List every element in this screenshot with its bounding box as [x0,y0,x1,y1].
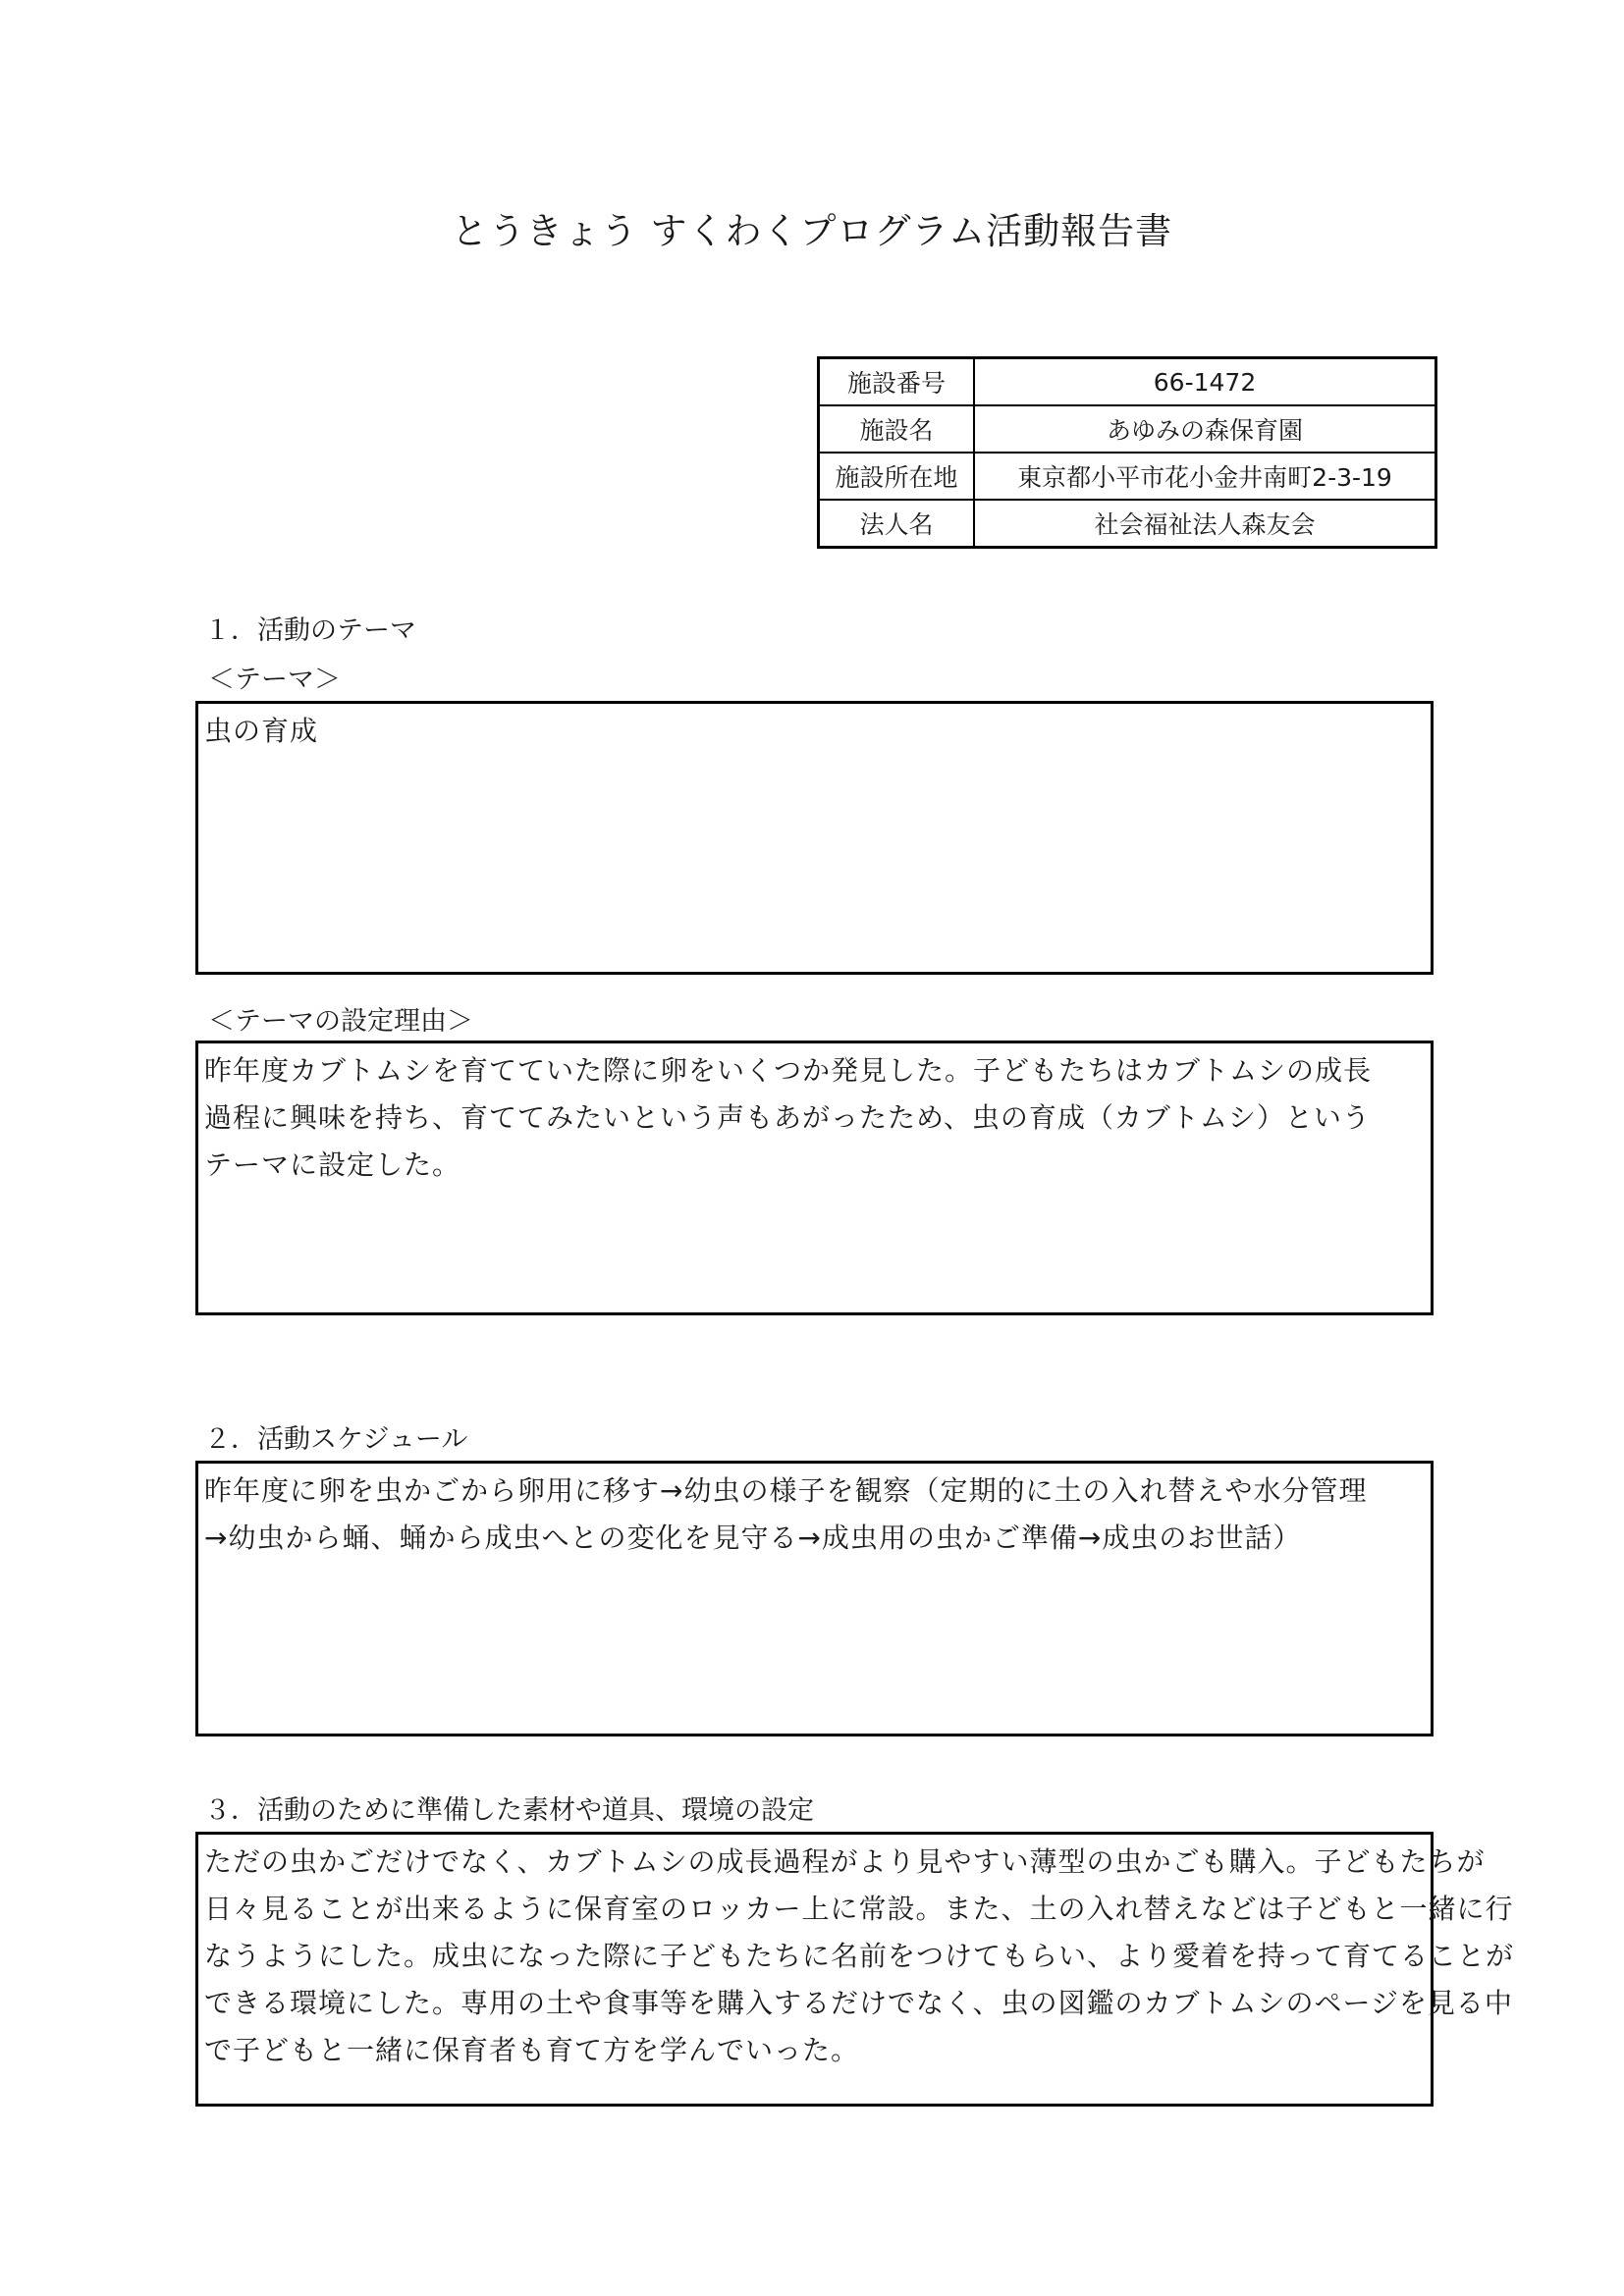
facility-info-table [817,356,1437,549]
schedule-line: →幼虫から蛹、蛹から成虫へとの変化を見守る→成虫用の虫かご準備→成虫のお世話） [204,1522,1302,1554]
materials-line: 日々見ることが出来るように保育室のロッカー上に常設。また、土の入れ替えなどは子どもと一緒に行 [204,1893,1514,1925]
materials-line: ただの虫かごだけでなく、カブトムシの成長過程がより見やすい薄型の虫かごも購入。子どもたちが [204,1845,1486,1878]
schedule-box [195,1461,1434,1736]
theme-text: 虫の育成 [204,715,319,747]
facility-number-label: 施設番号 [819,358,975,406]
materials-line: できる環境にした。専用の土や食事等を購入するだけでなく、虫の図鑑のカブトムシのページを見る中 [204,1987,1513,2019]
theme-reason-line: テーマに設定した。 [204,1148,461,1181]
theme-box [195,701,1434,975]
page-title: とうきょう すくわくプログラム活動報告書 [451,210,1173,252]
corporation-name-value: 社会福祉法人森友会 [974,500,1436,548]
section-1-heading: １．活動のテーマ [204,615,416,646]
corporation-name-label: 法人名 [819,500,975,548]
theme-reason-box [195,1041,1434,1315]
theme-reason-label: ＜テーマの設定理由＞ [208,1006,473,1037]
facility-address-value: 東京都小平市花小金井南町2-3-19 [974,453,1436,500]
theme-reason-line: 過程に興味を持ち、育ててみたいという声もあがったため、虫の育成（カブトムシ）という [204,1101,1371,1134]
facility-name-value: あゆみの森保育園 [974,405,1436,453]
theme-label: ＜テーマ＞ [208,665,341,695]
facility-row-corporation [819,500,1436,548]
facility-row-number [819,358,1436,406]
section-3-heading: ３．活動のために準備した素材や道具、環境の設定 [204,1795,814,1826]
section-2-heading: ２．活動スケジュール [204,1424,468,1455]
facility-number-value: 66-1472 [974,358,1436,406]
materials-line: なうようにした。成虫になった際に子どもたちに名前をつけてもらい、より愛着を持って育てることが [204,1940,1515,1972]
schedule-line: 昨年度に卵を虫かごから卵用に移す→幼虫の様子を観察（定期的に土の入れ替えや水分管理 [204,1474,1368,1507]
facility-name-label: 施設名 [819,405,975,453]
facility-row-name [819,405,1436,453]
theme-reason-line: 昨年度カブトムシを育てていた際に卵をいくつか発見した。子どもたちはカブトムシの成長 [204,1054,1373,1087]
materials-line: で子どもと一緒に保育者も育て方を学んでいった。 [204,2034,860,2066]
facility-address-label: 施設所在地 [819,453,975,500]
facility-row-address [819,453,1436,500]
materials-box [195,1832,1515,2107]
